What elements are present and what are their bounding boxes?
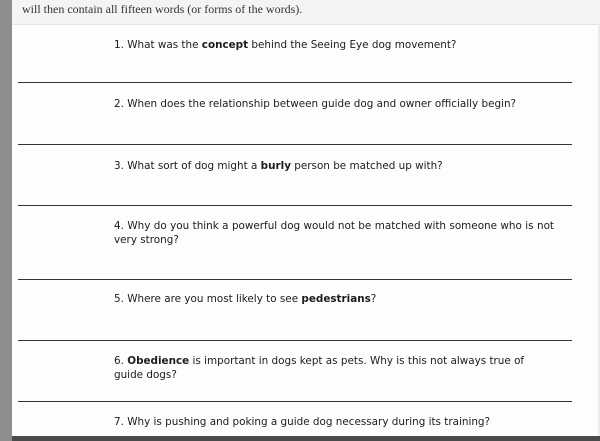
- question-text: Why do you think a powerful dog would not be matched with someone who is not very strong?: [114, 220, 555, 246]
- question-2: [114, 97, 554, 111]
- question-6: [114, 354, 554, 382]
- question-number: 3.: [114, 160, 124, 172]
- question-text: When does the relationship between guide dog and owner officially begin?: [127, 98, 517, 110]
- answer-line-1: [18, 82, 572, 83]
- vocabulary-word-obedience: Obedience: [127, 355, 190, 367]
- question-3: [114, 159, 554, 173]
- question-5: [114, 292, 554, 306]
- question-4: [114, 219, 554, 247]
- answer-line-4: [18, 279, 572, 280]
- vocabulary-word-pedestrians: pedestrians: [301, 293, 371, 305]
- question-text: Why is pushing and poking a guide dog necessary during its training?: [127, 416, 491, 428]
- answer-line-3: [18, 205, 572, 206]
- answer-line-2: [18, 144, 572, 145]
- question-number: 5.: [114, 293, 124, 305]
- intro-text: will then contain all fifteen words (or forms of the words).: [22, 2, 303, 16]
- page-left-border: [0, 0, 12, 441]
- page-bottom-edge: [12, 436, 600, 441]
- question-text-before: What was the: [127, 39, 202, 51]
- question-text-after: behind the Seeing Eye dog movement?: [248, 39, 457, 51]
- question-text-before: What sort of dog might a: [127, 160, 261, 172]
- question-text-after: ?: [370, 293, 377, 305]
- question-text-after: person be matched up with?: [290, 160, 443, 172]
- answer-line-5: [18, 340, 572, 341]
- question-text-before: Where are you most likely to see: [127, 293, 302, 305]
- question-text-after: is important in dogs kept as pets. Why is this not always true of guide dogs?: [114, 355, 525, 381]
- vocabulary-word-concept: concept: [201, 39, 249, 51]
- question-number: 7.: [114, 416, 124, 428]
- vocabulary-word-burly: burly: [260, 160, 291, 172]
- answer-line-6: [18, 401, 572, 402]
- question-number: 1.: [114, 39, 124, 51]
- question-number: 6.: [114, 355, 124, 367]
- question-number: 4.: [114, 220, 124, 232]
- question-1: [114, 38, 554, 52]
- question-number: 2.: [114, 98, 124, 110]
- question-7: [114, 415, 554, 429]
